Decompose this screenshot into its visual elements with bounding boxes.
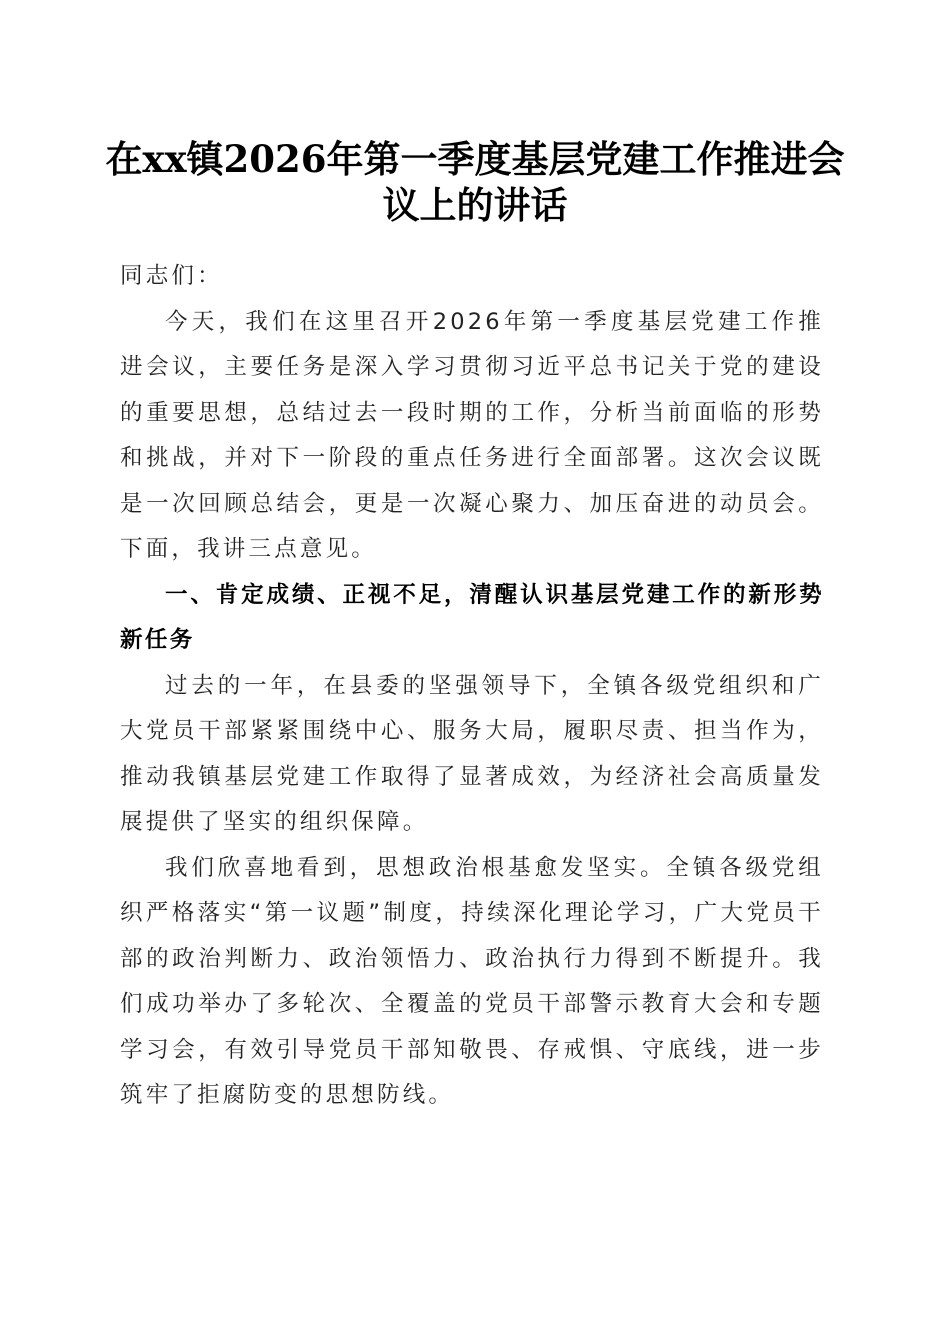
section1-paragraph: 我们欣喜地看到，思想政治根基愈发坚实。全镇各级党组织严格落实“第一议题”制度，持续深化理论学习，广大党员干部的政治判断力、政治领悟力、政治执行力得到不断提升。我们成功举办了多轮次、全覆盖的党员干部警示教育大会和专题学习会，有效引导党员干部知敬畏、存戒惧、守底线，进一步筑牢了拒腐防变的思想防线。 (120, 854, 824, 1108)
document-title: 在xx镇2026年第一季度基层党建工作推进会议上的讲话 (105, 137, 845, 227)
document-body (120, 254, 824, 1119)
salutation: 同志们： (120, 263, 223, 289)
opening-paragraph: 今天，我们在这里召开2026年第一季度基层党建工作推进会议，主要任务是深入学习贯彻习近平总书记关于党的建设的重要思想，总结过去一段时期的工作，分析当前面临的形势和挑战，并对下一阶段的重点任务进行全面部署。这次会议既是一次回顾总结会，更是一次凝心聚力、加压奋进的动员会。下面，我讲三点意见。 (120, 308, 824, 562)
section-heading-1: 一、肯定成绩、正视不足，清醒认识基层党建工作的新形势新任务 (120, 581, 824, 653)
section1-paragraph: 过去的一年，在县委的坚强领导下，全镇各级党组织和广大党员干部紧紧围绕中心、服务大局，履职尽责、担当作为，推动我镇基层党建工作取得了显著成效，为经济社会高质量发展提供了坚实的组织保障。 (120, 672, 824, 835)
